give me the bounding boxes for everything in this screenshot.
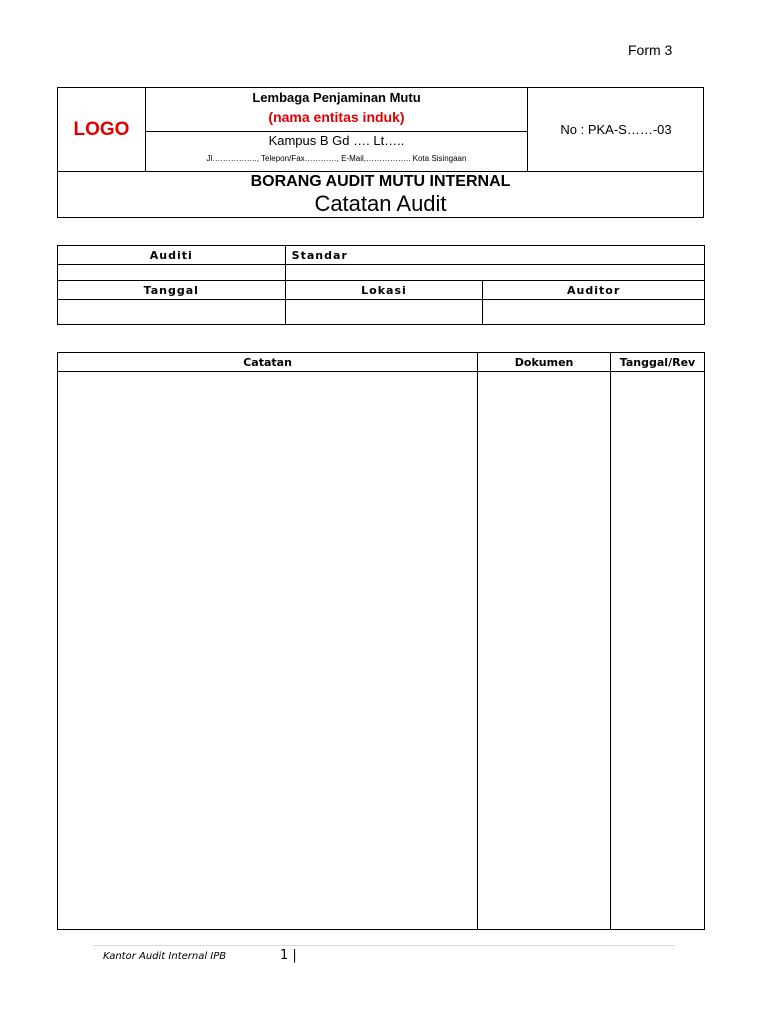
tanggal-value-cell[interactable] xyxy=(58,300,286,325)
standar-label: Standar xyxy=(285,246,704,265)
tanggal-label: Tanggal xyxy=(58,281,286,300)
dokumen-cell[interactable] xyxy=(478,372,611,930)
campus-address: Kampus B Gd …. Lt….. xyxy=(268,133,405,148)
institution-name: Lembaga Penjaminan Mutu xyxy=(252,90,421,105)
auditor-value-cell[interactable] xyxy=(483,300,705,325)
form-title: BORANG AUDIT MUTU INTERNAL xyxy=(250,173,511,190)
form-subtitle: Catatan Audit xyxy=(314,191,447,216)
audit-info-table xyxy=(57,245,705,325)
auditi-value-cell[interactable] xyxy=(58,265,286,281)
auditi-label: Auditi xyxy=(58,246,286,265)
footer-office: Kantor Audit Internal IPB xyxy=(103,951,227,962)
document-header xyxy=(57,87,704,218)
dokumen-header: Dokumen xyxy=(478,353,611,372)
auditor-label: Auditor xyxy=(483,281,705,300)
institution-title-block xyxy=(146,88,527,132)
contact-address: Jl…………….., Telepon/Fax…………, E-Mail,…………….. Kota Sisingaan xyxy=(206,154,467,163)
page-number: 1 | xyxy=(280,948,297,963)
lokasi-label: Lokasi xyxy=(285,281,483,300)
form-number: Form 3 xyxy=(628,42,673,58)
tanggal-rev-cell[interactable] xyxy=(611,372,705,930)
audit-notes-table xyxy=(57,352,705,930)
standar-value-cell[interactable] xyxy=(285,265,704,281)
footer-divider xyxy=(93,945,675,946)
document-number: No : PKA-S……-03 xyxy=(560,122,672,137)
lokasi-value-cell[interactable] xyxy=(285,300,483,325)
tanggal-rev-header: Tanggal/Rev xyxy=(611,353,705,372)
institution-block xyxy=(146,88,528,171)
catatan-header: Catatan xyxy=(58,353,478,372)
form-title-block xyxy=(58,171,703,217)
logo-placeholder: LOGO xyxy=(58,88,146,171)
catatan-cell[interactable] xyxy=(58,372,478,930)
parent-entity: (nama entitas induk) xyxy=(268,109,405,125)
